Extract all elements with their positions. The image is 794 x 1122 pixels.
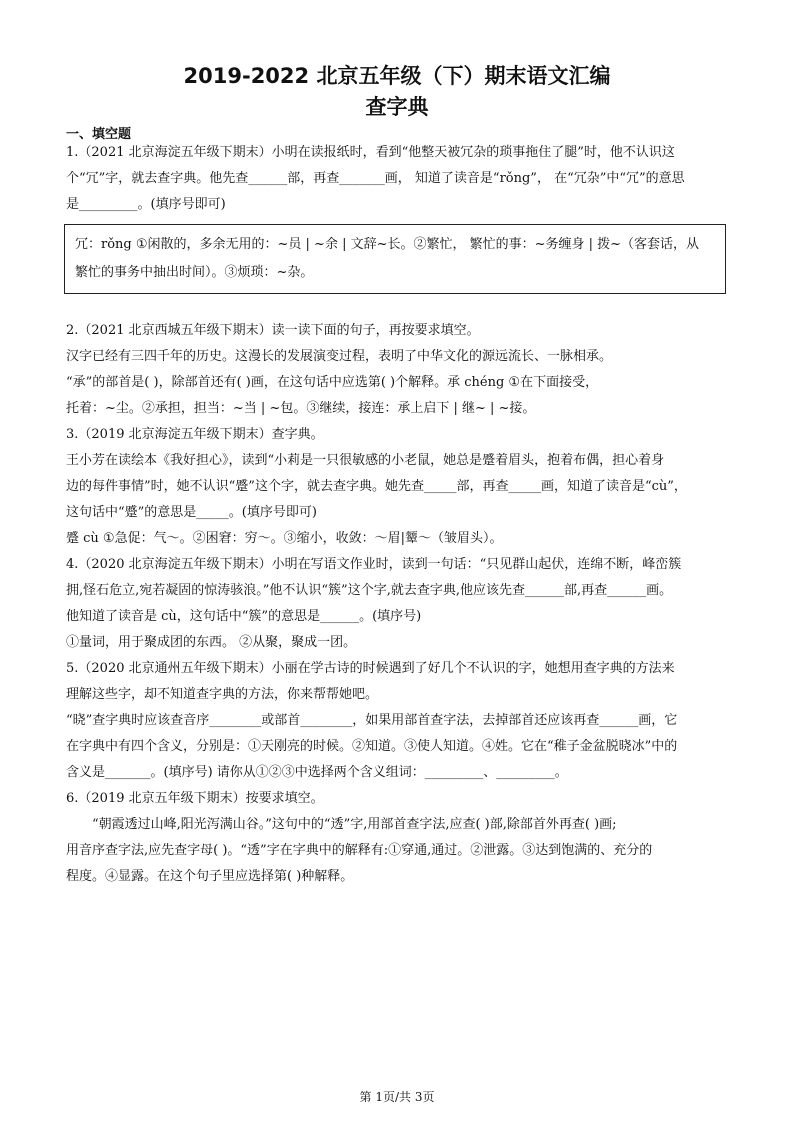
page-number: 第 1页/共 3页 — [359, 1090, 435, 1104]
question-2-line: 汉字已经有三四千年的历史。这漫长的发展演变过程，表明了中华文化的源远流长、一脉相承。 — [66, 349, 613, 364]
question-2-line: “承”的部首是( )，除部首还有( )画，在这句话中应选第( )个解释。承 chéng ①在下面接受， — [66, 375, 599, 390]
question-6-line: 6.（2019 北京五年级下期末）按要求填空。 — [66, 791, 324, 806]
question-4 — [66, 552, 730, 656]
question-3 — [66, 422, 730, 552]
question-2 — [66, 318, 730, 422]
question-3-line: 3.（2019 北京海淀五年级下期末）查字典。 — [66, 427, 324, 442]
dictionary-entry-line: 繁忙的事务中抽出时间）。③烦琐：~杂。 — [75, 265, 314, 280]
question-list — [66, 140, 730, 890]
question-4-line: 4.（2020 北京海淀五年级下期末）小明在写语文作业时，读到一句话：“只见群山起伏，连绵不断，峰峦簇 — [66, 557, 682, 572]
question-3-line: 王小芳在读绘本《我好担心》，读到“小莉是一只很敏感的小老鼠，她总是蹙着眉头，抱着布偶，担心着身 — [66, 453, 665, 468]
question-6 — [66, 786, 730, 890]
dictionary-entry-box — [64, 224, 726, 294]
question-5-line: “晓”查字典时应该查音序________或部首________，如果用部首查字法，去掉部首还应该再查______画，它 — [66, 713, 678, 728]
question-2-line: 2.（2021 北京西城五年级下期末）读一读下面的句子，再按要求填空。 — [66, 323, 480, 338]
dictionary-entry-line: 冗：rǒng ①闲散的，多余无用的：~员 | ~余 | 文辞~长。②繁忙， 繁忙的事：~务缠身 | 拨~（客套话，从 — [75, 237, 700, 252]
question-4-line: 他知道了读音是 cù，这句话中“簇”的意思是______。(填序号) — [66, 609, 422, 624]
question-5-line: 5.（2020 北京通州五年级下期末）小丽在学古诗的时候遇到了好几个不认识的字，她想用查字典的方法来 — [66, 661, 675, 676]
question-6-line: “朝霞透过山峰,阳光泻满山谷。”这句中的“透”字,用部首查字法,应查( )部,除部首外再查( )画; — [92, 817, 617, 832]
question-5 — [66, 656, 730, 786]
question-4-line: ①量词，用于聚成团的东西。 ②从聚，聚成一团。 — [66, 635, 357, 650]
question-5-line: 含义是_______。(填序号) 请你从①②③中选择两个含义组词：_________、_________。 — [66, 765, 568, 780]
question-1-line: 1.（2021 北京海淀五年级下期末）小明在读报纸时，看到“他整天被冗杂的琐事拖住了腿”时，他不认识这 — [66, 145, 675, 160]
page-subtitle: 查字典 — [365, 95, 429, 119]
question-4-line: 拥,怪石危立,宛若凝固的惊涛骇浪。”他不认识“簇”这个字,就去查字典,他应该先查______部,再查______画。 — [66, 583, 673, 598]
question-1-line: 个“冗”字，就去查字典。他先查______部，再查_______画， 知道了读音是“rǒng”， 在“冗杂”中“冗”的意思 — [66, 171, 685, 186]
question-3-line: 蹙 cù ①急促：气～。②困窘：穷～。③缩小，收敛：～眉|颦～（皱眉头）。 — [66, 531, 503, 546]
question-2-line: 托着：~尘。②承担，担当：~当 | ~包。③继续，接连：承上启下 | 继~ | ~接。 — [66, 401, 536, 416]
question-3-line: 这句话中“蹙”的意思是_____。(填序号即可) — [66, 505, 317, 520]
question-5-line: 在字典中有四个含义，分别是：①天刚亮的时候。②知道。③使人知道。④姓。它在“稚子金盆脱晓冰”中的 — [66, 739, 678, 754]
section-heading: 一、填空题 — [66, 127, 132, 142]
question-1 — [66, 140, 730, 294]
page-title: 2019-2022 北京五年级（下）期末语文汇编 — [183, 64, 611, 88]
question-1-line: 是_________。(填序号即可) — [66, 197, 226, 212]
question-6-line: 用音序查字法,应先查字母( )。“透”字在字典中的解释有:①穿通,通过。②泄露。③达到饱满的、充分的 — [66, 843, 653, 858]
question-5-line: 理解这些字，却不知道查字典的方法，你来帮帮她吧。 — [66, 687, 379, 702]
question-6-line: 程度。④显露。在这个句子里应选择第( )种解释。 — [66, 869, 354, 884]
question-3-line: 边的每件事情”时，她不认识“蹙”这个字，就去查字典。她先查_____部，再查_____画，知道了读音是“cù”， — [66, 479, 687, 494]
